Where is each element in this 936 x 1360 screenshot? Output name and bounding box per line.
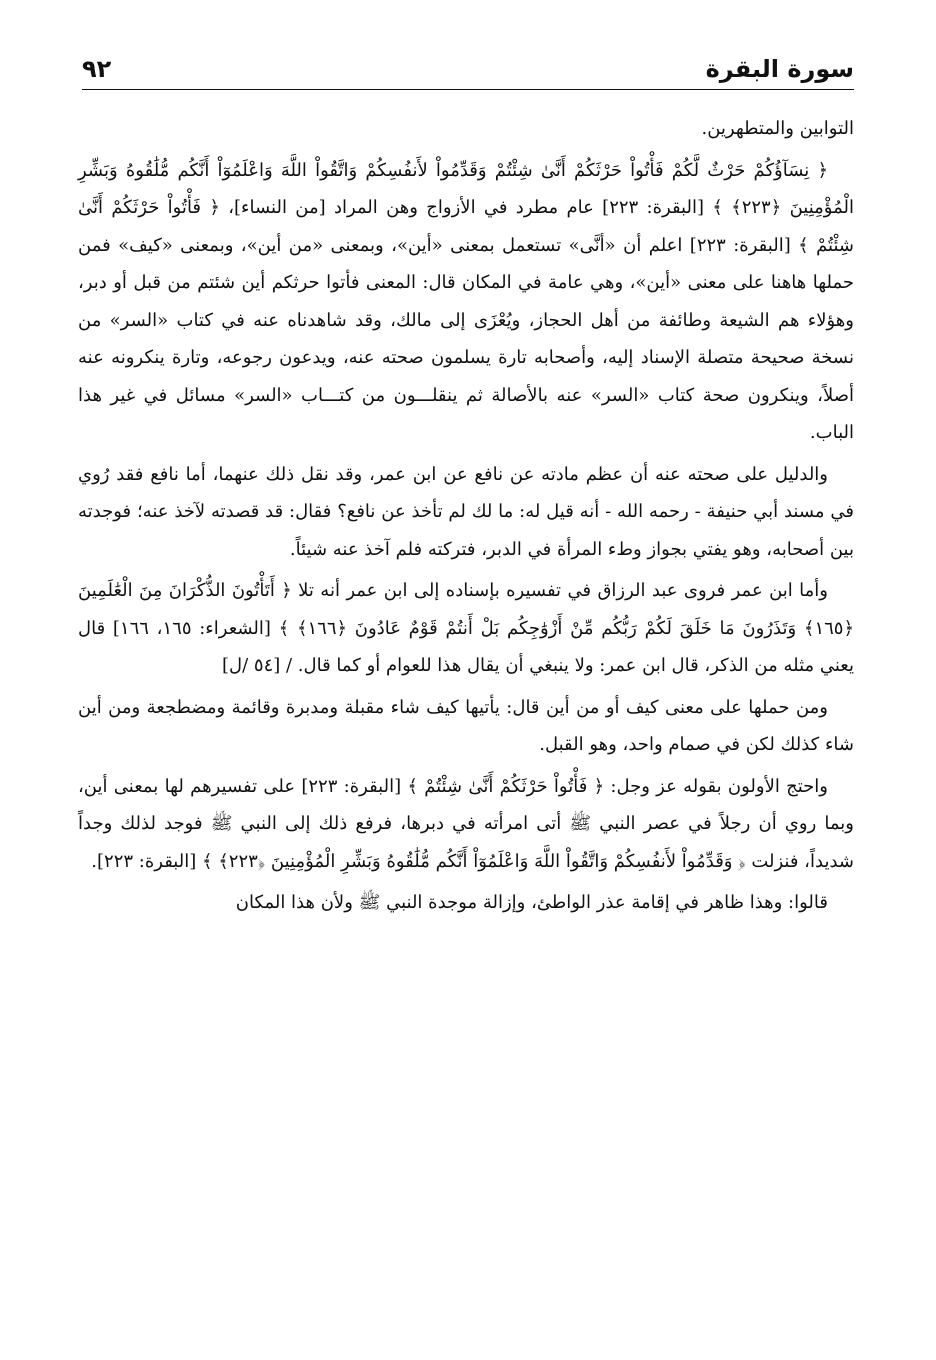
paragraph: التوابين والمتطهرين. [701, 118, 854, 139]
paragraph: قالوا: وهذا ظاهر في إقامة عذر الواطئ، وإزالة موجدة النبي ﷺ ولأن هذا المكان [235, 892, 828, 913]
paragraph: والدليل على صحته عنه أن عظم مادته عن نافع عن ابن عمر، وقد نقل ذلك عنهما، أما نافع فقد رُوي في مسند أبي حنيفة - رحمه الله - أنه قيل له: ما لك لم تأخذ عن نافع؟ فقال: قد قصدته لآخذ عنه؛ فوجدته بين أصحابه، وهو يفتي بجواز وطء المرأة في الدبر، فتركته فلم آخذ عنه شيئاً. [78, 463, 854, 560]
page-number: ٩٢ [82, 55, 112, 83]
paragraph: واحتج الأولون بقوله عز وجل: ﴿ فَأْتُواْ حَرْثَكُمْ أَنَّىٰ شِئْتُمْ ﴾ [البقرة: ٢٢٣] على تفسيرهم لها بمعنى أين، وبما روي أن رجلاً في عصر النبي ﷺ أتى امرأته في دبرها، فرفع ذلك إلى النبي ﷺ فوجد لذلك وجداً شديداً، فنزلت ﴿ وَقَدِّمُواْ لأَنفُسِكُمْ وَاتَّقُواْ اللَّهَ وَاعْلَمُوٓاْ أَنَّكُم مُّلَٰقُوهُ وَبَشِّرِ الْمُؤْمِنِينَ ﴿٢٢٣﴾ ﴾ [البقرة: ٢٢٣]. [78, 775, 854, 872]
page-body [78, 110, 854, 926]
surah-title: سورة البقرة [705, 55, 854, 83]
paragraph: ومن حملها على معنى كيف أو من أين قال: يأتيها كيف شاء مقبلة ومدبرة وقائمة ومضطجعة ومن أين شاء كذلك لكن في صمام واحد، وهو القبل. [78, 696, 854, 755]
page-header [82, 44, 854, 90]
paragraph: ﴿ نِسَآؤُكُمْ حَرْثٌ لَّكُمْ فَأْتُواْ حَرْثَكُمْ أَنَّىٰ شِئْتُمْ وَقَدِّمُواْ لأَنفُسِكُمْ وَاتَّقُواْ اللَّهَ وَاعْلَمُوٓاْ أَنَّكُم مُّلَٰقُوهُ وَبَشِّرِ الْمُؤْمِنِينَ ﴿٢٢٣﴾ ﴾ [البقرة: ٢٢٣] عام مطرد في الأزواج وهن المراد [من النساء]، ﴿ فَأْتُواْ حَرْثَكُمْ أَنَّىٰ شِئْتُمْ ﴾ [البقرة: ٢٢٣] اعلم أن «أنَّى» تستعمل بمعنى «أين»، وبمعنى «من أين»، وبمعنى «كيف» فمن حملها هاهنا على معنى «أين»، وهي عامة في المكان قال: المعنى فأتوا حرثكم أين شئتم من قبل أو دبر، وهؤلاء هم الشيعة وطائفة من أهل الحجاز، ويُعْزَى إلى مالك، وقد شاهدناه عنه في كتاب «السر» من نسخة صحيحة متصلة الإسناد إليه، وأصحابه تارة يسلمون صحته عنه، ويدعون رجوعه، وتارة ينكرونه عنه أصلاً، وينكرون صحة كتاب «السر» عنه بالأصالة ثم ينقلـــون من كتـــاب «السر» مسائل في غير هذا الباب. [78, 159, 854, 443]
paragraph: وأما ابن عمر فروى عبد الرزاق في تفسيره بإسناده إلى ابن عمر أنه تلا ﴿ أَتَأْتُونَ الذُّكْرَانَ مِنَ الْعَٰلَمِينَ ﴿١٦٥﴾ وَتَذَرُونَ مَا خَلَقَ لَكُمْ رَبُّكُم مِّنْ أَزْوَٰجِكُم بَلْ أَنتُمْ قَوْمٌ عَادُونَ ﴿١٦٦﴾ ﴾ [الشعراء: ١٦٥، ١٦٦] قال يعني مثله من الذكر، قال ابن عمر: ولا ينبغي أن يقال هذا للعوام أو كما قال. / [٥٤ /ل] [78, 580, 854, 676]
